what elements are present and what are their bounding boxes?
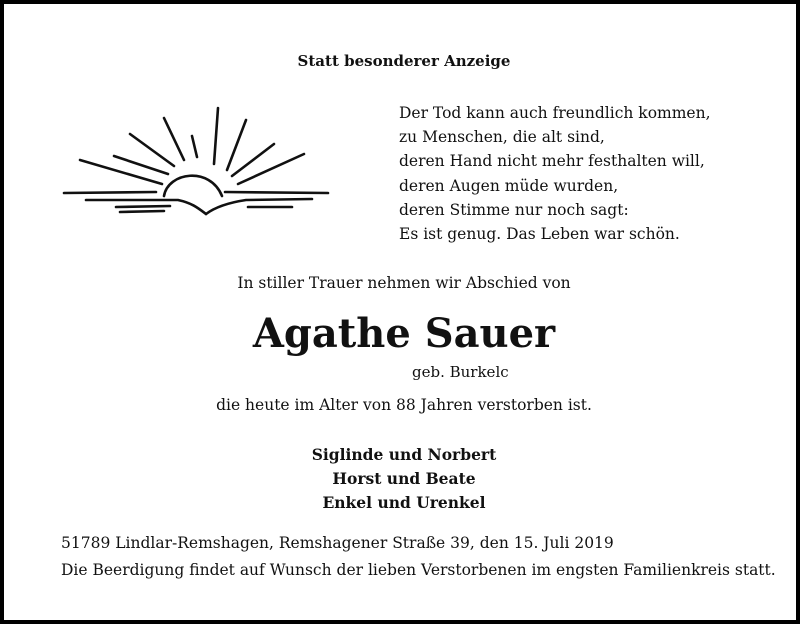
mourner-entry: Horst und Beate xyxy=(332,469,476,488)
deceased-name: Agathe Sauer xyxy=(252,310,556,357)
address-date: 51789 Lindlar-Remshagen, Remshagener Straße 39, den 15. Juli 2019 xyxy=(61,534,614,552)
intro-text: In stiller Trauer nehmen wir Abschied von xyxy=(237,274,571,292)
poem-block xyxy=(399,101,789,246)
header-title: Statt besonderer Anzeige xyxy=(297,52,511,70)
mourner-entry: Siglinde und Norbert xyxy=(311,445,497,464)
funeral-note: Die Beerdigung findet auf Wunsch der lieben Verstorbenen im engsten Familienkreis statt. xyxy=(61,561,776,579)
maiden-name: geb. Burkelc xyxy=(412,363,509,381)
poem-line: deren Stimme nur noch sagt: xyxy=(399,200,629,219)
poem-line: Der Tod kann auch freundlich kommen, xyxy=(399,104,711,122)
poem-line: zu Menschen, die alt sind, xyxy=(399,128,605,147)
mourners-list xyxy=(4,443,800,515)
sunset-book-icon xyxy=(60,104,334,224)
age-text: die heute im Alter von 88 Jahren verstorben ist. xyxy=(216,396,592,414)
mourner-entry: Enkel und Urenkel xyxy=(322,493,486,512)
poem-line: Es ist genug. Das Leben war schön. xyxy=(399,225,680,244)
poem-line: deren Hand nicht mehr festhalten will, xyxy=(399,152,705,171)
poem-line: deren Augen müde wurden, xyxy=(399,176,619,195)
